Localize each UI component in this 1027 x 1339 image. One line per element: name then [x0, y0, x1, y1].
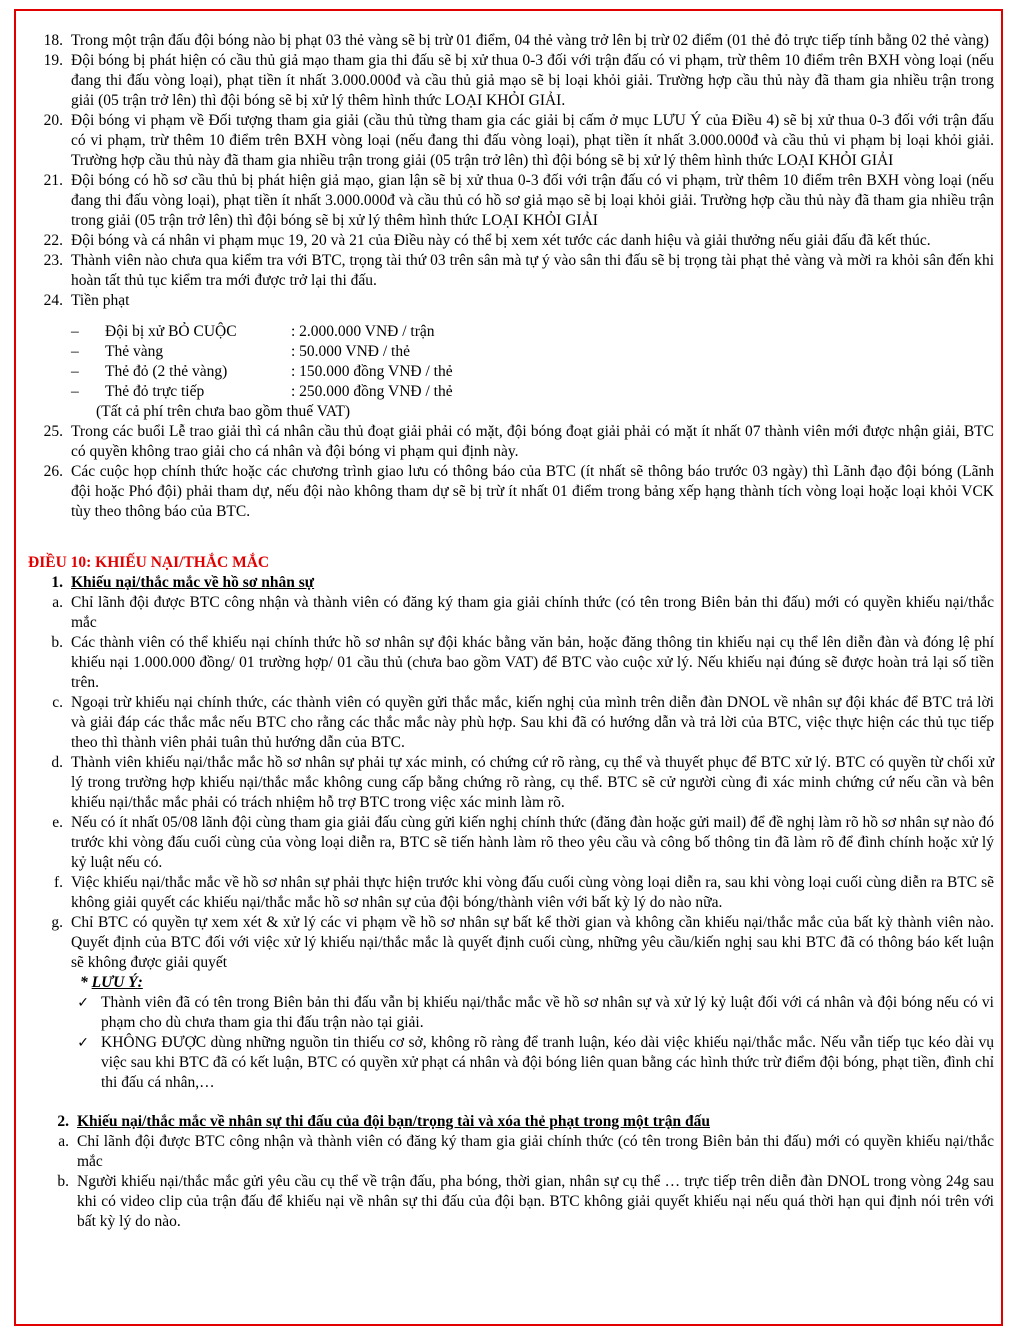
list-item: [28, 291, 994, 311]
list-item: [28, 231, 994, 251]
list-item: [28, 462, 994, 522]
fine-row: [28, 362, 994, 382]
note-label-text: LƯU Ý: [91, 974, 138, 991]
fine-row: [28, 322, 994, 342]
list-item: [28, 1132, 994, 1172]
item-text: Các thành viên có thể khiếu nại chính thức hồ sơ nhân sự đội khác bằng văn bản, hoặc đăng thông tin khiếu nại cụ thể lên diễn đàn và đóng lệ phí khiếu nại 1.000.000 đồng/ 01 trường hợp/ 01 cầu thủ (chưa bao gồm VAT) để BTC vào cuộc xử lý. Nếu khiếu nại đúng sẽ được hoàn trả lại số tiền trên.: [71, 634, 994, 691]
list-item: [28, 111, 994, 171]
checkmark-icon: ✓: [77, 1035, 89, 1051]
note-item: [28, 1033, 994, 1093]
list-item: [28, 633, 994, 693]
list-item: [28, 51, 994, 111]
item-number: 24.: [43, 292, 63, 309]
item-text: Các cuộc họp chính thức hoặc các chương trình giao lưu có thông báo của BTC (ít nhất sẽ thông báo trước 03 ngày) thì Lãnh đạo đội bóng (Lãnh đội hoặc Phó đội) phải tham dự, nếu đội nào không tham dự sẽ bị trừ ít nhất 01 điểm trong bảng xếp hạng thành tích vòng loại hoặc loại khỏi VCK tùy theo thông báo của BTC.: [71, 463, 994, 520]
item-number: 25.: [43, 423, 63, 440]
dash-bullet: –: [71, 343, 79, 360]
item-number: 23.: [43, 252, 63, 269]
note-text: KHÔNG ĐƯỢC dùng những nguồn tin thiếu cơ sở, không rõ ràng để tranh luận, kéo dài việc khiếu nại/thắc mắc. Nếu vẫn tiếp tục kéo dài vụ việc sau khi BTC đã có kết luận, BTC có quyền xử phạt cá nhân và đội bóng liên quan bằng các hình thức trừ điểm đội bóng, phạt tiền, đình chỉ thi đấu cá nhân,…: [101, 1034, 994, 1091]
note-label: [28, 973, 994, 993]
item-text: Đội bóng và cá nhân vi phạm mục 19, 20 và 21 của Điều này có thể bị xem xét tước các danh hiệu và giải thưởng nếu giải đấu đã kết thúc.: [71, 232, 931, 249]
fine-row: [28, 342, 994, 362]
item-number: 26.: [43, 463, 63, 480]
dash-bullet: –: [71, 323, 79, 340]
fines-note: (Tất cả phí trên chưa bao gồm thuế VAT): [96, 403, 351, 420]
fine-name: Thẻ đỏ trực tiếp: [105, 383, 205, 400]
list-item: [28, 593, 994, 633]
fine-name: Thẻ đỏ (2 thẻ vàng): [105, 363, 228, 380]
fine-value: : 50.000 VNĐ / thẻ: [291, 343, 410, 360]
item-letter: f.: [53, 874, 63, 891]
list-item: [28, 422, 994, 462]
item-letter: b.: [57, 1173, 69, 1190]
item-number: 21.: [43, 172, 63, 189]
item-text: Trong một trận đấu đội bóng nào bị phạt 03 thẻ vàng sẽ bị trừ 01 điểm, 04 thẻ vàng trở lên bị trừ 02 điểm (01 thẻ đỏ trực tiếp tính bằng 02 thẻ vàng): [71, 32, 989, 49]
list-item: [28, 813, 994, 873]
item-text: Thành viên khiếu nại/thắc mắc hồ sơ nhân sự phải tự xác minh, có chứng cứ rõ ràng, cụ thể và thuyết phục để BTC xử lý. BTC có quyền từ chối xử lý trong trường hợp khiếu nại/thắc mắc không cung cấp bằng chứng rõ ràng, cụ thể. BTC sẽ cử người cùng đi xác minh chứng cứ nếu cần và bên khiếu nại/thắc mắc phải có trách nhiệm hỗ trợ BTC trong việc xác minh làm rõ.: [71, 754, 994, 811]
item-text: Chỉ lãnh đội được BTC công nhận và thành viên có đăng ký tham gia giải chính thức (có tên trong Biên bản thi đấu) mới có quyền khiếu nại/thắc mắc: [77, 1133, 994, 1170]
item-text: Đội bóng có hồ sơ cầu thủ bị phát hiện giả mạo, gian lận sẽ bị xử thua 0-3 đối với trận đấu có vi phạm, trừ thêm 10 điểm trên BXH vòng loại (nếu đang thi đấu vòng loại), phạt tiền ít nhất 3.000.000đ và cầu thủ có hồ sơ giả mạo sẽ bị loại khỏi giải. Trường hợp cầu thủ này đã tham gia nhiều trận trong giải (05 trận trở lên) thì đội bóng sẽ bị xử lý thêm hình thức LOẠI KHỎI GIẢI: [71, 172, 994, 229]
note-text: Thành viên đã có tên trong Biên bản thi đấu vẫn bị khiếu nại/thắc mắc về hồ sơ nhân sự và xử lý kỷ luật đối với cá nhân và đội bóng nếu có vi phạm cho dù chưa tham gia thi đấu trận nào tại giải.: [101, 994, 994, 1031]
note-suffix: :: [137, 974, 143, 991]
fine-name: Thẻ vàng: [105, 343, 164, 360]
item-text: Chỉ lãnh đội được BTC công nhận và thành viên có đăng ký tham gia giải chính thức (có tên trong Biên bản thi đấu) mới có quyền khiếu nại/thắc mắc: [71, 594, 994, 631]
list-item: [28, 873, 994, 913]
item-text: Đội bóng vi phạm về Đối tượng tham gia giải (cầu thủ từng tham gia các giải bị cấm ở mục LƯU Ý của Điều 4) sẽ bị xử thua 0-3 đối với trận đấu có vi phạm, trừ thêm 10 điểm trên BXH vòng loại (nếu đang thi đấu vòng loại), phạt tiền ít nhất 3.000.000đ và cầu thủ vi phạm bị loại khỏi giải. Trường hợp cầu thủ này đã tham gia nhiều trận trong giải (05 trận trở lên) thì đội bóng sẽ bị xử lý thêm hình thức LOẠI KHỎI GIẢI: [71, 112, 994, 169]
note-prefix: *: [80, 974, 92, 991]
item-letter: d.: [51, 754, 63, 771]
note-item: [28, 993, 994, 1033]
item-text: Trong các buổi Lễ trao giải thì cá nhân cầu thủ đoạt giải phải có mặt, đội bóng đoạt giải phải có mặt ít nhất 07 thành viên mới được nhận giải, BTC có quyền không trao giải cho cá nhân và đội bóng vi phạm qui định này.: [71, 423, 994, 460]
list-item: [28, 31, 994, 51]
fine-value: : 2.000.000 VNĐ / trận: [291, 323, 435, 340]
article-heading: ĐIỀU 10: KHIẾU NẠI/THẮC MẮC: [28, 554, 270, 571]
list-item: [28, 171, 994, 231]
item-text: Tiền phạt: [71, 292, 130, 309]
item-number: 18.: [43, 32, 63, 49]
section-title: Khiếu nại/thắc mắc về hồ sơ nhân sự: [71, 574, 315, 591]
list-item: [28, 753, 994, 813]
item-text: Đội bóng bị phát hiện có cầu thủ giả mạo tham gia thi đấu sẽ bị xử thua 0-3 đối với trận đấu có vi phạm, trừ thêm 10 điểm trên BXH vòng loại (nếu đang thi đấu vòng loại), phạt tiền ít nhất 3.000.000đ và cầu thủ giả mạo sẽ bị loại khỏi giải. Trường hợp cầu thủ này đã tham gia nhiều trận trong giải (05 trận trở lên) thì đội bóng sẽ bị xử lý thêm hình thức LOẠI KHỎI GIẢI.: [71, 52, 994, 109]
item-number: 20.: [43, 112, 63, 129]
document-body: [28, 31, 994, 1232]
fines-list: [28, 322, 994, 422]
section-heading: [28, 573, 994, 593]
item-text: Chỉ BTC có quyền tự xem xét & xử lý các vi phạm về hồ sơ nhân sự bất kể thời gian và không cần khiếu nại/thắc mắc của bất kỳ thành viên nào. Quyết định của BTC đối với việc xử lý khiếu nại/thắc mắc là quyết định cuối cùng, những yêu cầu/kiến nghị sau khi BTC đã có thông báo kết luận sẽ không được giải quyết: [71, 914, 994, 971]
item-letter: a.: [58, 1133, 69, 1150]
fine-name: Đội bị xử BỎ CUỘC: [105, 323, 237, 340]
list-item: [28, 913, 994, 973]
section-heading: [28, 1112, 994, 1132]
item-text: Người khiếu nại/thắc mắc gửi yêu cầu cụ thể về trận đấu, pha bóng, thời gian, nhân sự cụ thể … trực tiếp trên diễn đàn DNOL trong vòng 24g sau khi có video clip của trận đấu để khiếu nại về nhân sự thi đấu của đội bạn. BTC không giải quyết khiếu nại nếu quá thời hạn qui định nói trên với bất kỳ lý do nào.: [77, 1173, 994, 1230]
list-item: [28, 251, 994, 291]
section-number: 2.: [57, 1113, 69, 1130]
item-letter: c.: [52, 694, 63, 711]
item-text: Thành viên nào chưa qua kiểm tra với BTC, trọng tài thứ 03 trên sân mà tự ý vào sân thi đấu sẽ bị trọng tài phạt thẻ vàng và mời ra khỏi sân đến khi hoàn tất thủ tục kiểm tra mới được trở lại thi đấu.: [71, 252, 994, 289]
list-item: [28, 693, 994, 753]
checkmark-icon: ✓: [77, 995, 89, 1011]
section-number: 1.: [51, 574, 63, 591]
item-letter: g.: [51, 914, 63, 931]
fine-row: [28, 382, 994, 402]
item-letter: e.: [52, 814, 63, 831]
item-letter: a.: [52, 594, 63, 611]
item-number: 19.: [43, 52, 63, 69]
fine-value: : 250.000 đồng VNĐ / thẻ: [291, 383, 453, 400]
dash-bullet: –: [71, 383, 79, 400]
fine-value: : 150.000 đồng VNĐ / thẻ: [291, 363, 453, 380]
dash-bullet: –: [71, 363, 79, 380]
item-text: Ngoại trừ khiếu nại chính thức, các thành viên có quyền gửi thắc mắc, kiến nghị của mình trên diễn đàn DNOL về nhân sự đội khác để BTC trả lời và giải đáp các thắc mắc nếu BTC cho rằng các thắc mắc này phù hợp. Sau khi đã có hướng dẫn và trả lời của BTC, việc thực hiện các thủ tục tiếp theo thì thành viên phải tuân thủ hướng dẫn của BTC.: [71, 694, 994, 751]
section-title: Khiếu nại/thắc mắc về nhân sự thi đấu của đội bạn/trọng tài và xóa thẻ phạt trong một trận đấu: [77, 1113, 710, 1130]
item-number: 22.: [43, 232, 63, 249]
list-item: [28, 1172, 994, 1232]
item-letter: b.: [51, 634, 63, 651]
item-text: Nếu có ít nhất 05/08 lãnh đội cùng tham gia giải đấu cùng gửi kiến nghị chính thức (đăng đàn hoặc gửi mail) để đề nghị làm rõ hồ sơ nhân sự nào đó trước khi vòng đấu cuối cùng của vòng loại diễn ra, BTC sẽ tiến hành làm rõ theo yêu cầu và công bố thông tin đã làm rõ để đình chính hoặc xử lý kỷ luật nếu có.: [71, 814, 994, 871]
item-text: Việc khiếu nại/thắc mắc về hồ sơ nhân sự phải thực hiện trước khi vòng đấu cuối cùng vòng loại diễn ra, sau khi vòng loại cuối cùng diễn ra BTC sẽ không giải quyết các khiếu nại/thắc mắc hồ sơ nhân sự của đội bóng/thành viên với bất kỳ lý do nào nữa.: [71, 874, 994, 911]
